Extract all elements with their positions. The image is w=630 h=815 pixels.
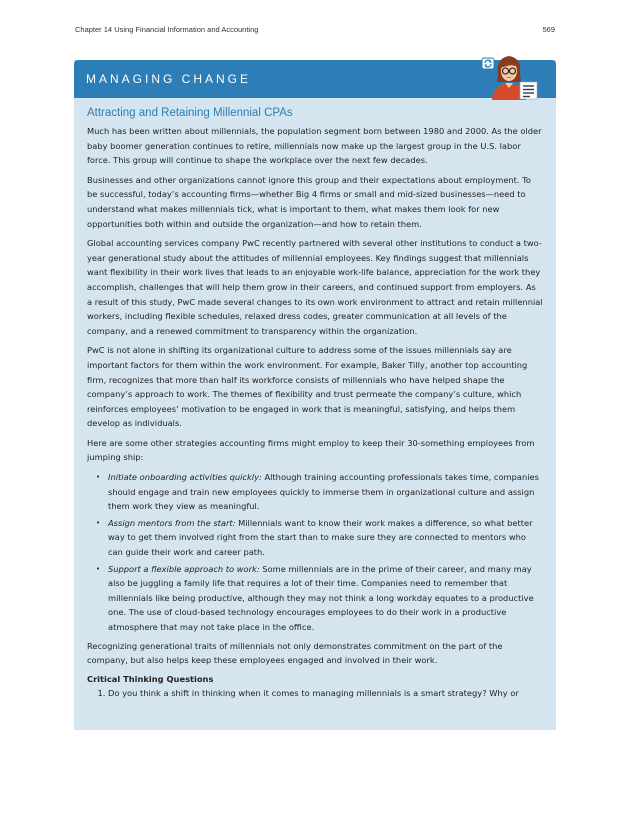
feature-heading: Attracting and Retaining Millennial CPAs [87,107,293,119]
question-item: 1. Do you think a shift in thinking when it comes to managing millennials is a smart strategy? Why or [108,686,543,701]
strategy-list [87,470,543,635]
bullet-text: Although training accounting professionals takes time, companies should engage and train new employees quickly to immerse them in organizational culture and assign them work they view as meaningful. [108,472,539,512]
paragraph: PwC is not alone in shifting its organizational culture to address some of the issues millennials say are important factors for them within the work environment. For example, Baker Tilly, another top accounting firm, recognizes that more than half its workforce consists of millennials who have helped shape the company’s approach to work. The themes of flexibility and trust permeate the company’s culture, which reinforces employees’ motivation to be engaged in work that is meaningful, satisfying, and helps them develop as individuals. [87,345,528,429]
page-header [75,25,555,34]
person-with-refresh-icon [480,52,540,100]
list-item [108,516,543,560]
bullet-text: Some millennials are in the prime of their career, and many may also be juggling a family life that requires a lot of their time. Companies need to remember that millennials like being productive, although they may not think a long workday equates to a productive one. The use of cloud-based technology encourages employees to do their work in a productive atmosphere that may not take place in the office. [108,563,534,632]
bullet-lead: Support a flexible approach to work: [108,563,260,574]
bullet-lead: Initiate onboarding activities quickly: [108,472,262,483]
feature-body [74,98,556,700]
paragraph: Global accounting services company PwC recently partnered with several other institutions to conduct a two-year generational study about the attitudes of millennial employees. Key findings suggest that millennials want flexibility in their work lives that leads to an enjoyable work-life balance, appreciation for the work they accomplish, challenges that will help them grow in their careers, and continued support from employers. As a result of this study, PwC made several changes to its own work environment to attract and retain millennial workers, including flexible schedules, relaxed dress codes, greater communication at all levels of the company, and a renewed commitment to transparency within the organization. [87,238,543,336]
chapter-title: Chapter 14 Using Financial Information and Accounting [75,25,259,34]
closing-paragraph: Recognizing generational traits of millennials not only demonstrates commitment on the part of the company, but also helps keep these employees engaged and involved in their work. [87,640,503,666]
bullet-lead: Assign mentors from the start: [108,517,236,528]
managing-change-box [74,60,556,730]
page-number: 569 [542,25,555,34]
list-item [108,470,543,514]
bullet-text: Millennials want to know their work makes a difference, so what better way to get them involved right from the start than to make sure they are connected to mentors who can guide their work and career path. [108,517,533,558]
paragraph: Much has been written about millennials, the population segment born between 1980 and 2000. As the older baby boomer generation continues to retire, millennials now make up the largest group in the U.S. labor force. This group will continue to shape the workplace over the next few decades. [87,126,542,166]
questions-list [87,686,543,701]
banner-title: MANAGING CHANGE [86,72,252,86]
list-item [108,562,543,635]
paragraph: Here are some other strategies accounting firms might employ to keep their 30-something employees from jumping ship: [87,437,535,463]
questions-heading: Critical Thinking Questions [87,673,214,684]
paragraph: Businesses and other organizations cannot ignore this group and their expectations about employment. To be successful, today’s accounting firms—whether Big 4 firms or small and mid-sized businesses—need to understand what makes millennials tick, what is important to them, what makes them look for new opportunities both within and outside the organization—and how to retain them. [87,174,531,229]
